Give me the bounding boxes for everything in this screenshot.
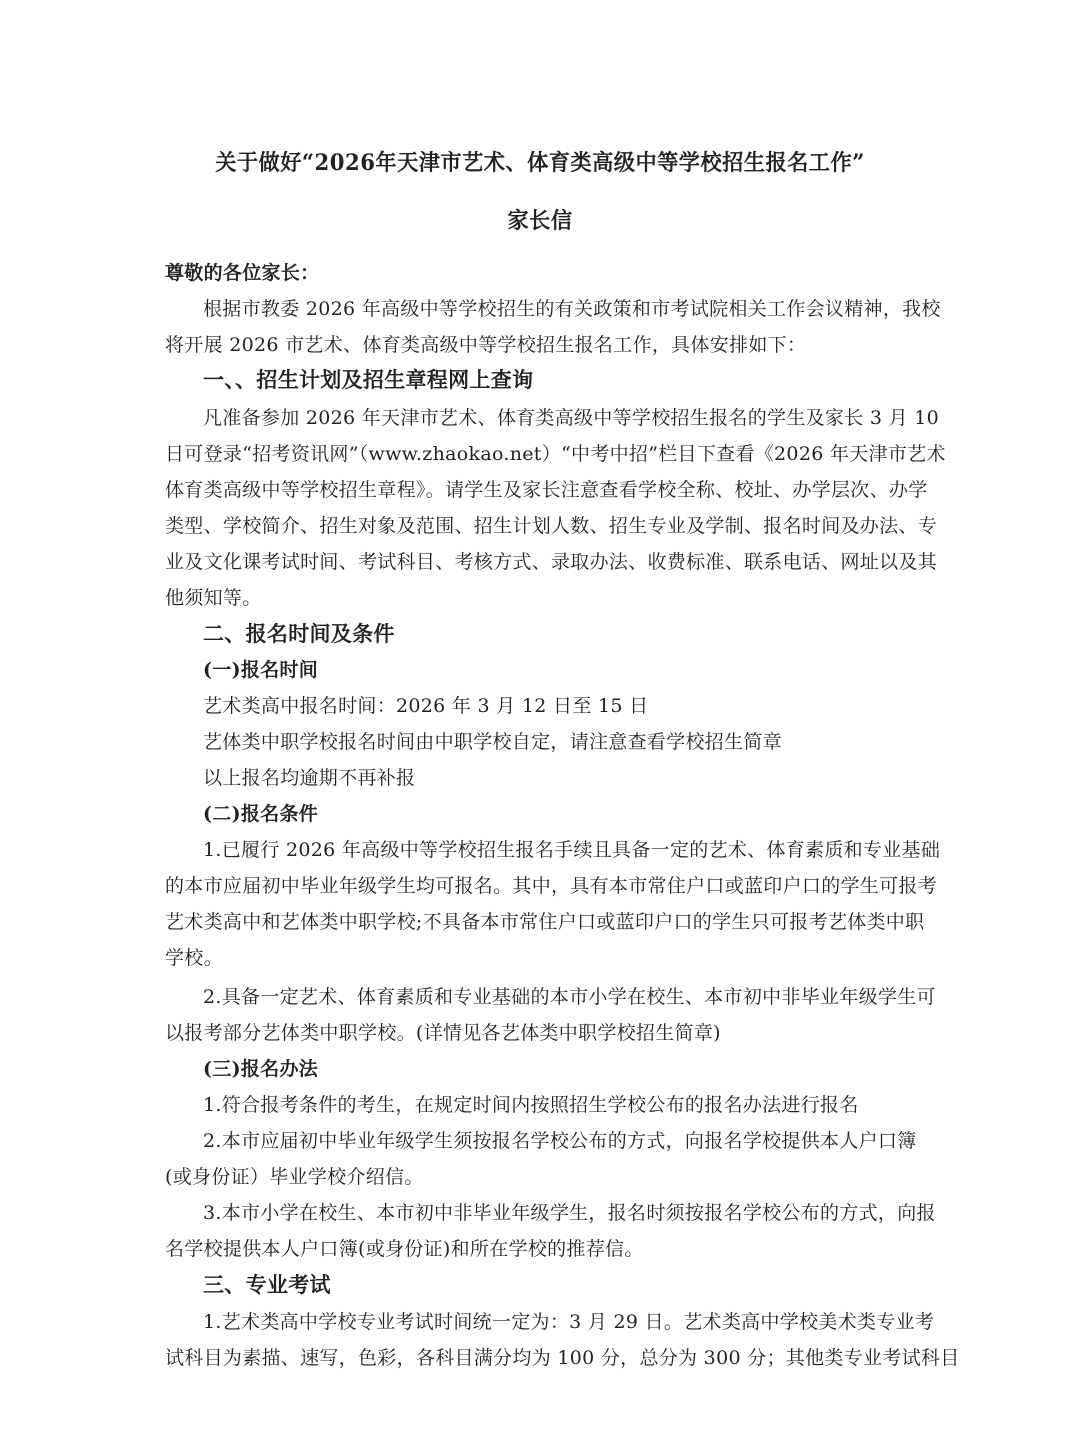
paragraph-line: 1.艺术类高中学校专业考试时间统一定为：3 月 29 日。艺术类高中学校美术类专业考: [203, 1311, 935, 1333]
section-heading: 一、、招生计划及招生章程网上查询: [203, 367, 534, 392]
paragraph-line: 3.本市小学在校生、本市初中非毕业年级学生，报名时须按报名学校公布的方式，向报: [203, 1202, 936, 1224]
paragraph-line: 凡准备参加 2026 年天津市艺术、体育类高级中等学校招生报名的学生及家长 3 月 10: [203, 407, 940, 429]
paragraph-line: 2.本市应届初中毕业年级学生须按报名学校公布的方式，向报名学校提供本人户口簿: [203, 1130, 917, 1152]
paragraph-line: 艺术类高中和艺体类中职学校;不具备本市常住户口或蓝印户口的学生只可报考艺体类中职: [165, 911, 925, 933]
subsection-heading: (二)报名条件: [203, 803, 319, 825]
paragraph-line: 学校。: [165, 947, 223, 969]
paragraph-line: 他须知等。: [165, 587, 262, 609]
paragraph-line: 艺体类中职学校报名时间由中职学校自定，请注意查看学校招生简章: [203, 731, 783, 753]
paragraph-line: 1.已履行 2026 年高级中等学校招生报名手续且具备一定的艺术、体育素质和专业基础: [203, 839, 941, 861]
paragraph-line: 以报考部分艺体类中职学校。(详情见各艺体类中职学校招生简章): [165, 1022, 721, 1044]
paragraph-line: 业及文化课考试时间、考试科目、考核方式、录取办法、收费标准、联系电话、网址以及其: [165, 551, 938, 573]
paragraph-line: 试科目为素描、速写，色彩，各科目满分均为 100 分，总分为 300 分；其他类专业考试科目: [165, 1347, 960, 1369]
paragraph-line: 名学校提供本人户口簿(或身份证)和所在学校的推荐信。: [165, 1238, 644, 1260]
salutation: 尊敬的各位家长：: [165, 262, 320, 284]
paragraph-line: 日可登录“招考资讯网”（www.zhaokao.net）“中考中招”栏目下查看《2026 年天津市艺术: [165, 443, 946, 465]
paragraph-line: 1.符合报考条件的考生，在规定时间内按照招生学校公布的报名办法进行报名: [203, 1094, 859, 1116]
paragraph-line: 根据市教委 2026 年高级中等学校招生的有关政策和市考试院相关工作会议精神，我校: [203, 298, 941, 320]
paragraph-line: 将开展 2026 市艺术、体育类高级中等学校招生报名工作，具体安排如下：: [165, 334, 807, 356]
document-title: 关于做好“2026年天津市艺术、体育类高级中等学校招生报名工作”: [215, 150, 865, 176]
subsection-heading: (一)报名时间: [203, 659, 319, 681]
paragraph-line: 的本市应届初中毕业年级学生均可报名。其中，具有本市常住户口或蓝印户口的学生可报考: [165, 875, 938, 897]
paragraph-line: 2.具备一定艺术、体育素质和专业基础的本市小学在校生、本市初中非毕业年级学生可: [203, 986, 936, 1008]
paragraph-line: 以上报名均逾期不再补报: [203, 767, 416, 789]
subsection-heading: (三)报名办法: [203, 1058, 319, 1080]
document-subtitle: 家长信: [507, 208, 573, 234]
paragraph-line: 体育类高级中等学校招生章程》。请学生及家长注意查看学校全称、校址、办学层次、办学: [165, 479, 928, 501]
paragraph-line: 艺术类高中报名时间：2026 年 3 月 12 日至 15 日: [203, 695, 649, 717]
section-heading: 三、专业考试: [203, 1272, 331, 1297]
section-heading: 二、报名时间及条件: [203, 621, 395, 646]
paragraph-line: 类型、学校简介、招生对象及范围、招生计划人数、招生专业及学制、报名时间及办法、专: [165, 515, 938, 537]
paragraph-line: (或身份证）毕业学校介绍信。: [165, 1166, 424, 1188]
